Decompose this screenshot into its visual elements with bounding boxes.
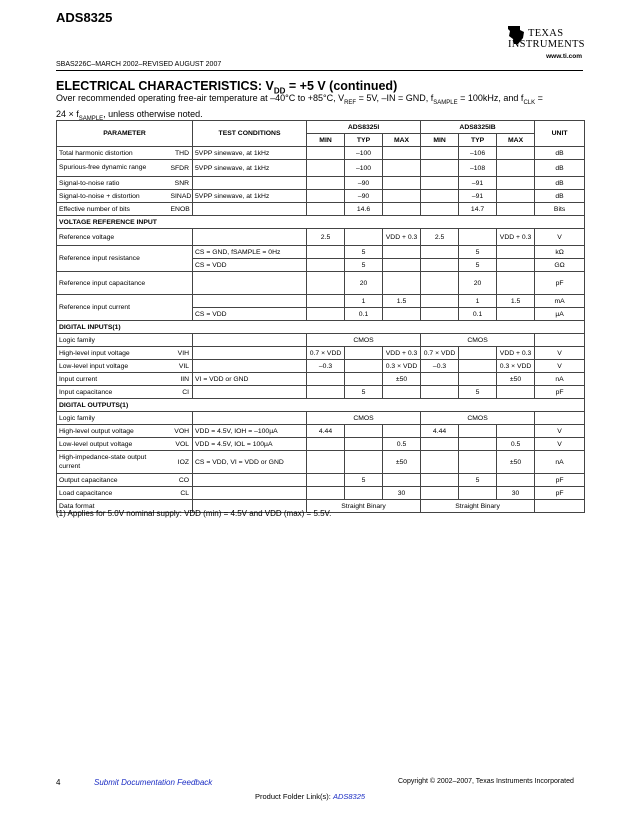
page-number: 4 xyxy=(56,778,61,787)
table-row: Low-level input voltage VIL –0.3 0.3 × VDD –0.3 0.3 × VDD V xyxy=(57,360,585,373)
logo-text-texas: TEXAS xyxy=(528,28,564,39)
ti-logo xyxy=(506,22,586,64)
table-row: Logic family CMOS CMOS xyxy=(57,334,585,347)
header-min: MIN xyxy=(421,134,459,147)
section-title: ELECTRICAL CHARACTERISTICS: $V_{DD} = +5$ V (continued) xyxy=(56,79,398,96)
footnote: (1) Applies for 5.0V nominal supply: VDD (min) = 4.5V and VDD (max) = 5.5V. xyxy=(56,509,332,518)
header-ads8325ib: ADS8325IB xyxy=(421,121,535,134)
logo-text-instruments: INSTRUMENTS xyxy=(508,39,585,50)
feedback-link[interactable]: Submit Documentation Feedback xyxy=(94,778,213,787)
doc-id: SBAS226C–MARCH 2002–REVISED AUGUST 2007 xyxy=(56,61,222,68)
table-row: Load capacitance CL 30 30 pF xyxy=(57,487,585,500)
table-row: Reference input capacitance 20 20 pF xyxy=(57,272,585,295)
header-test-conditions: TEST CONDITIONS xyxy=(193,121,307,147)
header-max: MAX xyxy=(497,134,535,147)
table-row: Effective number of bits ENOB 14.6 14.7 Bits xyxy=(57,203,585,216)
table-row: Signal-to-noise + distortion SINAD 5VPP sinewave, at 1kHz –90 –91 dB xyxy=(57,190,585,203)
header-rule xyxy=(56,70,583,71)
table-row: Reference voltage 2.5 VDD + 0.3 2.5 VDD + 0.3 V xyxy=(57,229,585,246)
table-row: High-level input voltage VIH 0.7 × VDD VDD + 0.3 0.7 × VDD VDD + 0.3 V xyxy=(57,347,585,360)
header-max: MAX xyxy=(383,134,421,147)
section-row-vref: VOLTAGE REFERENCE INPUT xyxy=(57,216,585,229)
table-row: CS = VDD 0.1 0.1 µA xyxy=(57,308,585,321)
copyright: Copyright © 2002–2007, Texas Instruments Incorporated xyxy=(398,778,574,785)
table-row: High-level output voltage VOH VDD = 4.5V, IOH = –100µA 4.44 4.44 V xyxy=(57,425,585,438)
table-row: Logic family CMOS CMOS xyxy=(57,412,585,425)
table-row: High-impedance-state output current IOZ CS = VDD, VI = VDD or GND ±50 ±50 nA xyxy=(57,451,585,474)
header-ads8325i: ADS8325I xyxy=(307,121,421,134)
table-row: Total harmonic distortion THD 5VPP sinewave, at 1kHz –100 –106 dB xyxy=(57,147,585,160)
electrical-characteristics-table xyxy=(56,120,585,513)
header-typ: TYP xyxy=(345,134,383,147)
table-row: Reference input current 1 1.5 1 1.5 mA xyxy=(57,295,585,308)
section-row-digital-inputs: DIGITAL INPUTS(1) xyxy=(57,321,585,334)
table-row: Input current IIN VI = VDD or GND ±50 ±50 nA xyxy=(57,373,585,386)
table-row: Data format Straight Binary Straight Binary xyxy=(57,500,585,513)
table-row: Signal-to-noise ratio SNR –90 –91 dB xyxy=(57,177,585,190)
section-intro: Over recommended operating free-air temperature at –40°C to +85°C, $V_{REF} = 5V$, –IN = GND, $f_{SAMPLE} = 100kHz$, and $f_{CLK}$ = $24 \times f_{SAMPLE}$, unless otherwise noted. xyxy=(56,93,543,123)
header-min: MIN xyxy=(307,134,345,147)
logo-url[interactable]: www.ti.com xyxy=(546,53,582,60)
product-link[interactable]: ADS8325 xyxy=(332,792,366,801)
header-unit: UNIT xyxy=(535,121,585,147)
table-row: Output capacitance CO 5 5 pF xyxy=(57,474,585,487)
header-typ: TYP xyxy=(459,134,497,147)
table-row: CS = VDD 5 5 GΩ xyxy=(57,259,585,272)
product-folder-link: Product Folder Link(s): ADS8325 xyxy=(255,792,366,801)
table-row: Spurious-free dynamic range SFDR 5VPP sinewave, at 1kHz –100 –108 dB xyxy=(57,160,585,177)
table-row: Reference input resistance CS = GND, fSAMPLE = 0Hz 5 5 kΩ xyxy=(57,246,585,259)
part-number: ADS8325 xyxy=(56,10,113,25)
header-parameter: PARAMETER xyxy=(57,121,193,147)
section-row-digital-outputs: DIGITAL OUTPUTS(1) xyxy=(57,399,585,412)
table-row: Low-level output voltage VOL VDD = 4.5V, IOL = 100µA 0.5 0.5 V xyxy=(57,438,585,451)
table-row: Input capacitance CI 5 5 pF xyxy=(57,386,585,399)
